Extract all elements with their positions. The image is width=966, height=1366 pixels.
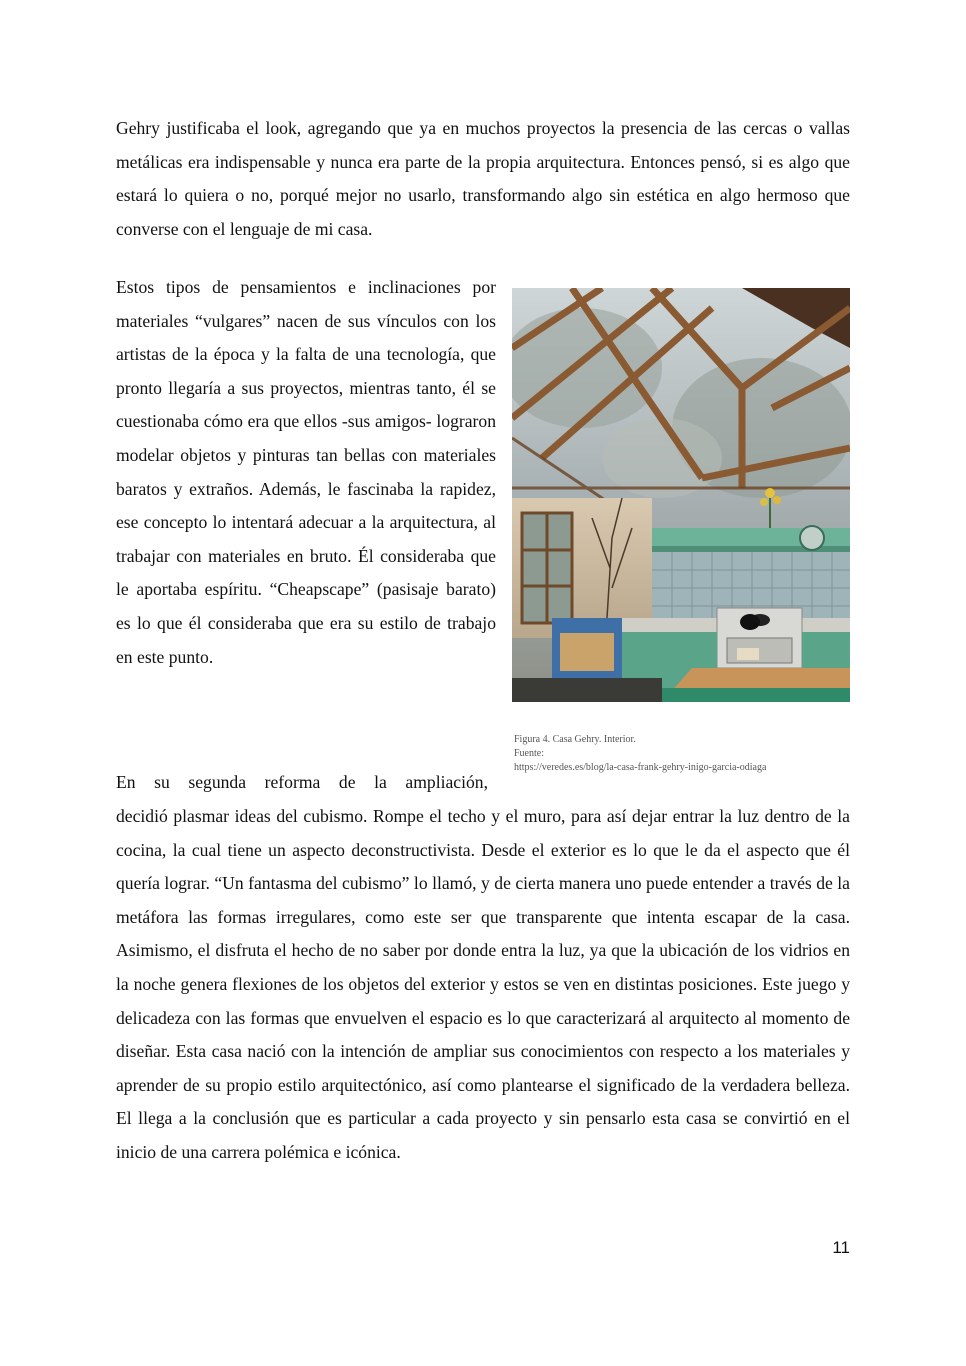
page-number: 11 xyxy=(832,1238,850,1257)
paragraph-3: decidió plasmar ideas del cubismo. Rompe el techo y el muro, para así dejar entrar la luz dentro de la cocina, la cual tiene un aspecto deconstructivista. Desde el exterior es lo que le da el aspecto que él quería lograr. “Un fantasma del cubismo” lo llamó, y de cierta manera uno puede entender a través de la metáfora las formas irregulares, como este ser que transparente que intenta escapar de la casa. Asimismo, el disfruta el hecho de no saber por donde entra la luz, ya que la ubicación de los vidrios en la noche genera flexiones de los objetos del exterior y estos se ven en distintas posiciones. Este juego y delicadeza con las formas que envuelven el espacio es lo que caracterizará al arquitecto al momento de diseñar. Esta casa nació con la intención de ampliar sus conocimientos con respecto a los materiales y aprender de su propio estilo arquitectónico, así como plantearse el significado de la verdadera belleza. El llega a la conclusión que es particular a cada proyecto y sin pensarlo esta casa se convirtió en el inicio de una carrera polémica e icónica. xyxy=(116,806,850,1162)
caption-title: Figura 4. Casa Gehry. Interior. xyxy=(514,734,636,745)
figure-caption xyxy=(514,733,850,775)
paragraph-2: Estos tipos de pensamientos e inclinaciones por materiales “vulgares” nacen de sus vínculos con los artistas de la época y la falta de una tecnología, que pronto llegaría a sus proyectos, mientras tanto, él se cuestionaba cómo era que ellos -sus amigos- lograron modelar objetos y pinturas tan bellas con materiales baratos y extraños. Además, le fascinaba la rapidez, ese concepto lo intentará adecuar a la arquitectura, al trabajar con materiales en bruto. Él consideraba que le aportaba espíritu. “Cheapscape” (pasisaje barato) es lo que él consideraba que era su estilo de trabajo en este punto. xyxy=(116,277,496,667)
paragraph-1: Gehry justificaba el look, agregando que ya en muchos proyectos la presencia de las cercas o vallas metálicas era indispensable y nunca era parte de la propia arquitectura. Entonces pensó, si es algo que estará lo quiera o no, porqué mejor no usarlo, transformando algo sin estética en algo hermoso que converse con el lenguaje de mi casa. xyxy=(116,118,850,239)
caption-source-label: Fuente: xyxy=(514,748,544,759)
caption-url: https://veredes.es/blog/la-casa-frank-gehry-inigo-garcia-odiaga xyxy=(514,762,767,773)
figure-kitchen-photo xyxy=(512,288,850,702)
paragraph-3-first-line: En su segunda reforma de la ampliación, xyxy=(116,772,488,792)
kitchen-interior-image xyxy=(512,288,850,702)
